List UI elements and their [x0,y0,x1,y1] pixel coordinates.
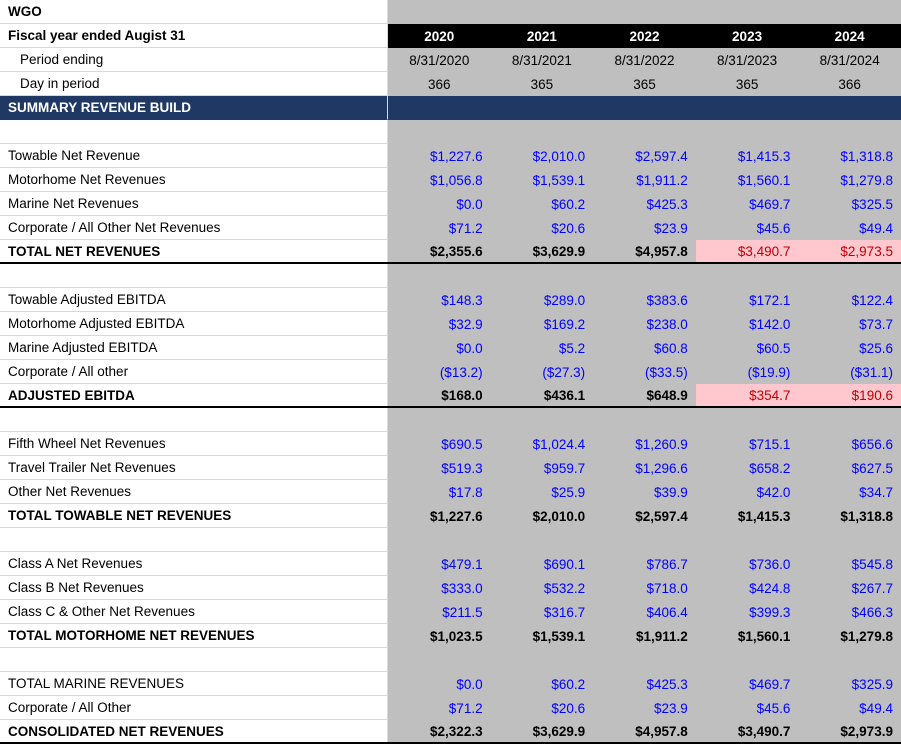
highlighted-total-cell[interactable]: $354.7 [696,384,799,406]
row-label[interactable]: Corporate / All Other Net Revenues [0,216,388,240]
highlighted-total-cell[interactable]: $3,490.7 [696,240,799,262]
empty-cell[interactable] [798,648,901,672]
adjusted-ebitda-row [0,384,901,408]
days-cell[interactable]: 366 [388,72,491,96]
empty-cell[interactable] [491,408,594,432]
value-cell[interactable]: $532.2 [491,576,594,600]
motorhome-row [0,600,901,624]
empty-cell[interactable] [491,0,594,24]
empty-label[interactable] [0,264,388,288]
ebitda-row [0,312,901,336]
total-cell[interactable]: $1,227.6 [388,504,491,528]
row-label[interactable]: TOTAL TOWABLE NET REVENUES [0,504,388,528]
period-ending-row [0,48,901,72]
value-cell[interactable]: $690.1 [491,552,594,576]
value-cell[interactable]: $959.7 [491,456,594,480]
days-cell[interactable]: 365 [593,72,696,96]
total-cell[interactable]: $1,415.3 [696,504,799,528]
value-cell[interactable]: $211.5 [388,600,491,624]
value-cell[interactable]: $238.0 [593,312,696,336]
row-label[interactable]: CONSOLIDATED NET REVENUES [0,720,388,742]
company-ticker[interactable]: WGO [0,0,388,24]
total-cell[interactable]: $4,957.8 [593,720,696,742]
empty-label[interactable] [0,120,388,144]
value-cell[interactable]: $316.7 [491,600,594,624]
year-header[interactable]: 2020 [388,24,491,48]
value-cell[interactable]: $2,597.4 [593,144,696,168]
blank-row [0,264,901,288]
value-cell[interactable]: $545.8 [798,552,901,576]
value-cell[interactable]: $469.7 [696,672,799,696]
value-cell[interactable]: $142.0 [696,312,799,336]
value-cell[interactable]: $60.5 [696,336,799,360]
blank-row [0,648,901,672]
towable-row [0,432,901,456]
value-cell[interactable]: $715.1 [696,432,799,456]
value-cell[interactable]: $23.9 [593,216,696,240]
value-cell[interactable]: $5.2 [491,336,594,360]
revenue-row [0,144,901,168]
value-cell[interactable]: $73.7 [798,312,901,336]
value-cell[interactable]: ($31.1) [798,360,901,384]
empty-cell[interactable] [798,264,901,288]
total-cell[interactable]: $3,629.9 [491,720,594,742]
empty-cell[interactable] [491,648,594,672]
days-cell[interactable]: 366 [798,72,901,96]
value-cell[interactable]: $169.2 [491,312,594,336]
row-label[interactable]: Motorhome Net Revenues [0,168,388,192]
year-header[interactable]: 2023 [696,24,799,48]
value-cell[interactable]: $71.2 [388,696,491,720]
consolidated-net-revenues-row [0,720,901,744]
empty-cell[interactable] [593,408,696,432]
value-cell[interactable]: $325.9 [798,672,901,696]
value-cell[interactable]: $34.7 [798,480,901,504]
value-cell[interactable]: $1,318.8 [798,144,901,168]
empty-cell[interactable] [593,120,696,144]
value-cell[interactable]: $1,279.8 [798,168,901,192]
period-ending-label[interactable]: Period ending [0,48,388,72]
empty-cell[interactable] [696,408,799,432]
value-cell[interactable]: $1,560.1 [696,168,799,192]
row-label[interactable]: Marine Adjusted EBITDA [0,336,388,360]
value-cell[interactable]: $20.6 [491,696,594,720]
total-cell[interactable]: $2,973.9 [798,720,901,742]
value-cell[interactable]: ($19.9) [696,360,799,384]
section-header-row [0,96,901,120]
marine-total-row [0,672,901,696]
revenue-row [0,216,901,240]
row-label[interactable]: TOTAL NET REVENUES [0,240,388,262]
total-towable-row [0,504,901,528]
value-cell[interactable]: $1,056.8 [388,168,491,192]
empty-cell[interactable] [593,528,696,552]
total-cell[interactable]: $1,023.5 [388,624,491,648]
towable-row [0,480,901,504]
days-in-period-row [0,72,901,96]
value-cell[interactable]: $0.0 [388,336,491,360]
empty-cell[interactable] [388,648,491,672]
value-cell[interactable]: $0.0 [388,672,491,696]
empty-cell[interactable] [388,408,491,432]
value-cell[interactable]: $479.1 [388,552,491,576]
empty-cell[interactable] [696,120,799,144]
corporate-other-row [0,696,901,720]
value-cell[interactable]: $424.8 [696,576,799,600]
empty-cell[interactable] [491,120,594,144]
value-cell[interactable]: $71.2 [388,216,491,240]
value-cell[interactable]: $32.9 [388,312,491,336]
total-cell[interactable]: $648.9 [593,384,696,406]
highlighted-total-cell[interactable]: $2,973.5 [798,240,901,262]
empty-cell[interactable] [696,528,799,552]
value-cell[interactable]: $60.8 [593,336,696,360]
empty-cell[interactable] [696,648,799,672]
section-fill [593,96,696,120]
period-ending-cell[interactable]: 8/31/2022 [593,48,696,72]
total-cell[interactable]: $2,010.0 [491,504,594,528]
empty-label[interactable] [0,408,388,432]
total-cell[interactable]: $1,560.1 [696,624,799,648]
value-cell[interactable]: $0.0 [388,192,491,216]
value-cell[interactable]: $469.7 [696,192,799,216]
value-cell[interactable]: $25.9 [491,480,594,504]
value-cell[interactable]: $1,024.4 [491,432,594,456]
period-ending-cell[interactable]: 8/31/2024 [798,48,901,72]
value-cell[interactable]: ($13.2) [388,360,491,384]
value-cell[interactable]: $25.6 [798,336,901,360]
total-cell[interactable]: $2,355.6 [388,240,491,262]
value-cell[interactable]: $172.1 [696,288,799,312]
value-cell[interactable]: $148.3 [388,288,491,312]
total-cell[interactable]: $1,911.2 [593,624,696,648]
empty-cell[interactable] [388,120,491,144]
value-cell[interactable]: $333.0 [388,576,491,600]
empty-cell[interactable] [388,264,491,288]
value-cell[interactable]: $23.9 [593,696,696,720]
row-label[interactable]: Class B Net Revenues [0,576,388,600]
row-label[interactable]: Class C & Other Net Revenues [0,600,388,624]
value-cell[interactable]: $17.8 [388,480,491,504]
days-cell[interactable]: 365 [696,72,799,96]
section-fill [696,96,799,120]
value-cell[interactable]: $42.0 [696,480,799,504]
motorhome-row [0,576,901,600]
value-cell[interactable]: $736.0 [696,552,799,576]
total-cell[interactable]: $2,322.3 [388,720,491,742]
empty-cell[interactable] [798,120,901,144]
towable-row [0,456,901,480]
total-cell[interactable]: $436.1 [491,384,594,406]
year-header[interactable]: 2024 [798,24,901,48]
value-cell[interactable]: $658.2 [696,456,799,480]
value-cell[interactable]: $1,415.3 [696,144,799,168]
empty-cell[interactable] [593,264,696,288]
empty-label[interactable] [0,648,388,672]
value-cell[interactable]: $267.7 [798,576,901,600]
value-cell[interactable]: $1,260.9 [593,432,696,456]
total-cell[interactable]: $3,490.7 [696,720,799,742]
total-cell[interactable]: $1,279.8 [798,624,901,648]
total-cell[interactable]: $3,629.9 [491,240,594,262]
value-cell[interactable]: $2,010.0 [491,144,594,168]
value-cell[interactable]: $39.9 [593,480,696,504]
value-cell[interactable]: $49.4 [798,696,901,720]
empty-cell[interactable] [388,0,491,24]
empty-cell[interactable] [696,264,799,288]
highlighted-total-cell[interactable]: $190.6 [798,384,901,406]
value-cell[interactable]: $406.4 [593,600,696,624]
row-label[interactable]: ADJUSTED EBITDA [0,384,388,406]
row-label[interactable]: Travel Trailer Net Revenues [0,456,388,480]
value-cell[interactable]: $289.0 [491,288,594,312]
empty-cell[interactable] [491,528,594,552]
row-label[interactable]: Towable Adjusted EBITDA [0,288,388,312]
value-cell[interactable]: ($33.5) [593,360,696,384]
total-motorhome-row [0,624,901,648]
value-cell[interactable]: $1,911.2 [593,168,696,192]
period-ending-cell[interactable]: 8/31/2020 [388,48,491,72]
value-cell[interactable]: $627.5 [798,456,901,480]
revenue-row [0,168,901,192]
row-label[interactable]: Corporate / All Other [0,696,388,720]
value-cell[interactable]: $1,296.6 [593,456,696,480]
section-fill [388,96,491,120]
days-cell[interactable]: 365 [491,72,594,96]
total-cell[interactable]: $2,597.4 [593,504,696,528]
row-label[interactable]: Class A Net Revenues [0,552,388,576]
value-cell[interactable]: $690.5 [388,432,491,456]
total-net-revenues-row [0,240,901,264]
value-cell[interactable]: $49.4 [798,216,901,240]
blank-row [0,408,901,432]
row-label[interactable]: Marine Net Revenues [0,192,388,216]
value-cell[interactable]: $399.3 [696,600,799,624]
row-label[interactable]: Towable Net Revenue [0,144,388,168]
year-header[interactable]: 2022 [593,24,696,48]
empty-cell[interactable] [593,648,696,672]
value-cell[interactable]: $1,539.1 [491,168,594,192]
blank-row [0,528,901,552]
fiscal-year-header-row [0,24,901,48]
empty-cell[interactable] [388,528,491,552]
revenue-row [0,192,901,216]
ebitda-row [0,288,901,312]
value-cell[interactable]: $20.6 [491,216,594,240]
value-cell[interactable]: $325.5 [798,192,901,216]
value-cell[interactable]: $466.3 [798,600,901,624]
empty-cell[interactable] [798,0,901,24]
total-cell[interactable]: $1,539.1 [491,624,594,648]
ebitda-row [0,336,901,360]
value-cell[interactable]: $425.3 [593,672,696,696]
total-cell[interactable]: $4,957.8 [593,240,696,262]
value-cell[interactable]: $425.3 [593,192,696,216]
days-in-period-label[interactable]: Day in period [0,72,388,96]
section-fill [491,96,594,120]
value-cell[interactable]: $60.2 [491,672,594,696]
motorhome-row [0,552,901,576]
value-cell[interactable]: $786.7 [593,552,696,576]
value-cell[interactable]: $45.6 [696,696,799,720]
period-ending-cell[interactable]: 8/31/2021 [491,48,594,72]
ebitda-row [0,360,901,384]
row-label[interactable]: Fifth Wheel Net Revenues [0,432,388,456]
fiscal-year-label[interactable]: Fiscal year ended Augist 31 [0,24,388,48]
empty-cell[interactable] [798,528,901,552]
title-row [0,0,901,24]
empty-cell[interactable] [593,0,696,24]
row-label[interactable]: Corporate / All other [0,360,388,384]
empty-label[interactable] [0,528,388,552]
total-cell[interactable]: $1,318.8 [798,504,901,528]
row-label[interactable]: TOTAL MOTORHOME NET REVENUES [0,624,388,648]
empty-cell[interactable] [491,264,594,288]
empty-cell[interactable] [798,408,901,432]
section-fill [798,96,901,120]
row-label[interactable]: TOTAL MARINE REVENUES [0,672,388,696]
value-cell[interactable]: $718.0 [593,576,696,600]
year-header[interactable]: 2021 [491,24,594,48]
value-cell[interactable]: ($27.3) [491,360,594,384]
value-cell[interactable]: $60.2 [491,192,594,216]
row-label[interactable]: Motorhome Adjusted EBITDA [0,312,388,336]
blank-row [0,120,901,144]
row-label[interactable]: Other Net Revenues [0,480,388,504]
value-cell[interactable]: $519.3 [388,456,491,480]
value-cell[interactable]: $656.6 [798,432,901,456]
value-cell[interactable]: $122.4 [798,288,901,312]
total-cell[interactable]: $168.0 [388,384,491,406]
value-cell[interactable]: $45.6 [696,216,799,240]
empty-cell[interactable] [696,0,799,24]
value-cell[interactable]: $1,227.6 [388,144,491,168]
period-ending-cell[interactable]: 8/31/2023 [696,48,799,72]
value-cell[interactable]: $383.6 [593,288,696,312]
section-title[interactable]: SUMMARY REVENUE BUILD [0,96,388,120]
